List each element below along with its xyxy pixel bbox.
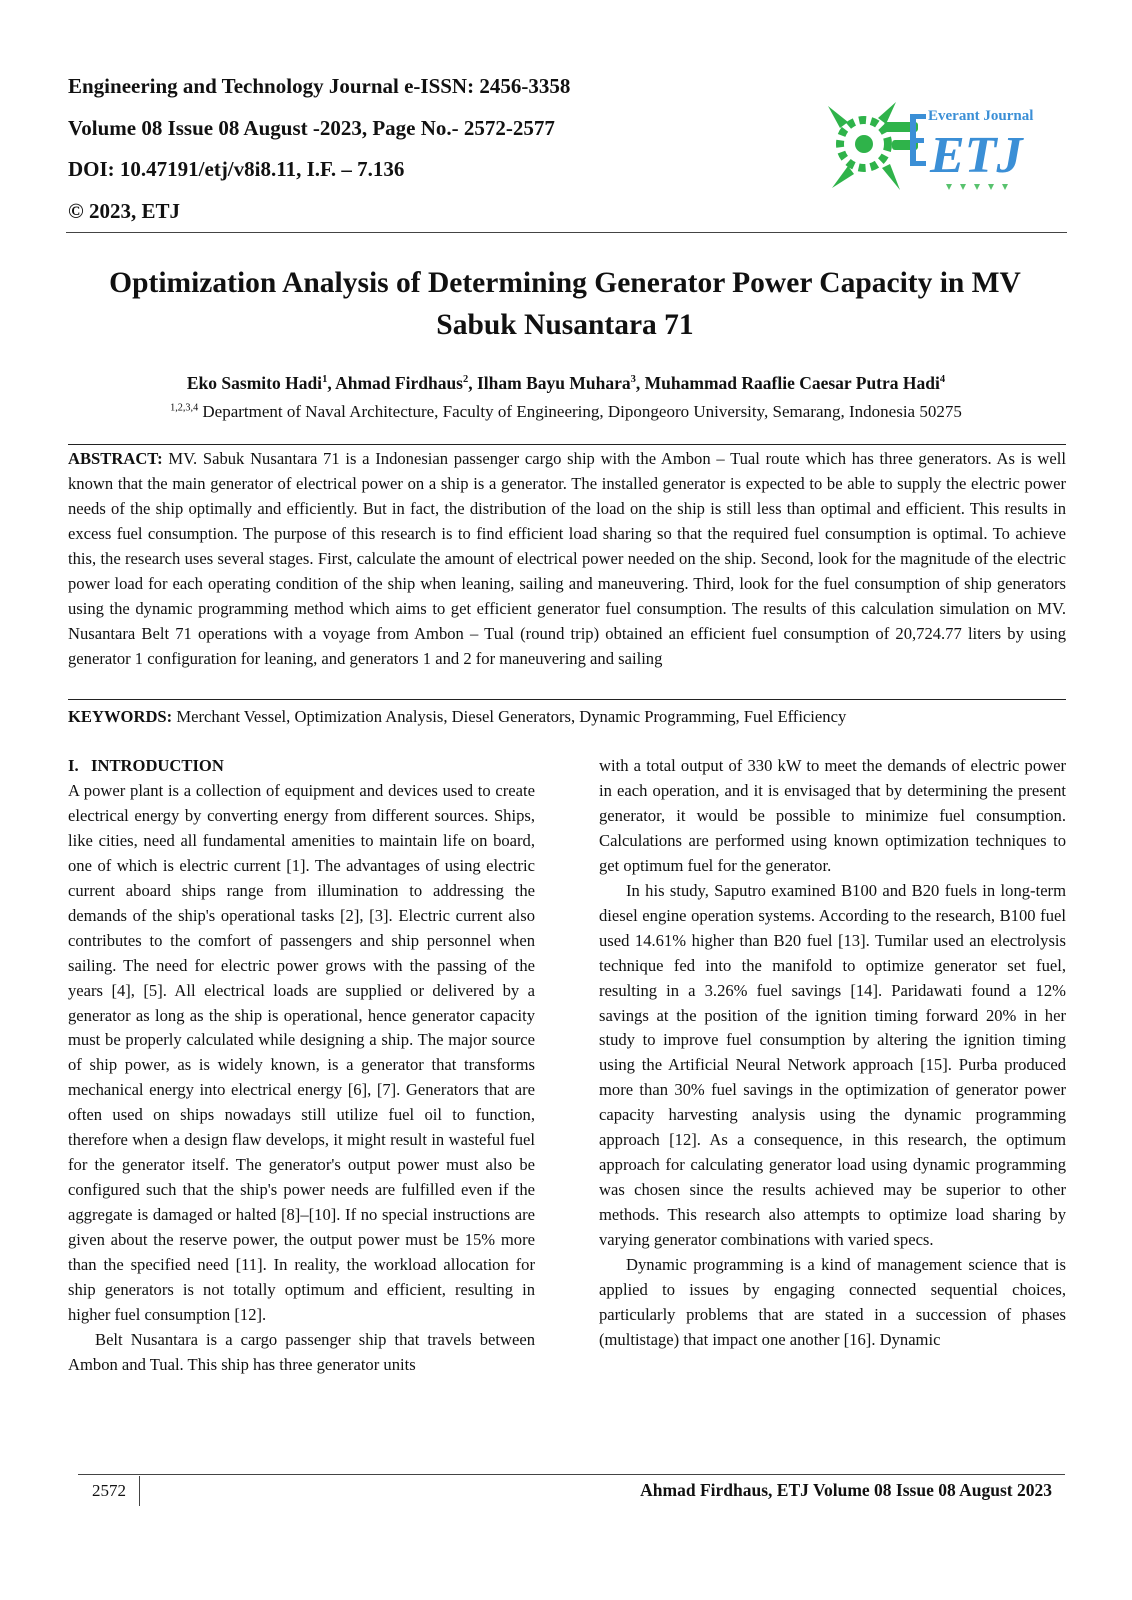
author-list: [60, 373, 1072, 394]
left-column: [68, 754, 535, 1378]
footer-divider: [139, 1476, 140, 1506]
paragraph: In his study, Saputro examined B100 and B20 fuels in long-term diesel engine operation systems. According to the research, B100 fuel used 14.61% higher than B20 fuel [13]. Tumilar used an electrolysis technique fed into the manifold to optimize generator set fuel, resulting in a 3.26% fuel savings [14]. Paridawati found a 12% savings at the position of the ignition timing forward 20% in her study to improve fuel consumption by altering the ignition timing using the Artificial Neural Network approach [15]. Purba produced more than 30% fuel savings in the optimization of generator power capacity harvesting analysis using the dynamic programming approach [12]. As a consequence, in this research, the optimum approach for calculating generator load using dynamic programming was chosen since the results achieved may be superior to other methods. This research also attempts to optimize load sharing by varying generator combinations with varied specs.: [599, 880, 1066, 1250]
author: Ilham Bayu Muhara$^3$,: [477, 373, 645, 393]
right-column: [599, 754, 1066, 1353]
paragraph: with a total output of 330 kW to meet the demands of electric power in each operation, and it is envisaged that by determining the present generator, it would be possible to minimize fuel consumption. Calculations are performed using known optimization techniques to get optimum fuel for the generator.: [599, 756, 1066, 875]
abstract-label: ABSTRACT:: [68, 449, 163, 468]
journal-volume: Volume 08 Issue 08 August -2023, Page No.- 2572-2577: [68, 115, 555, 140]
svg-text:ETJ: ETJ: [930, 127, 1023, 184]
keywords-text: Merchant Vessel, Optimization Analysis, Diesel Generators, Dynamic Programming, Fuel Efficiency: [176, 707, 847, 726]
journal-issn: Engineering and Technology Journal e-ISSN: 2456-3358: [68, 74, 571, 98]
footer-citation: Ahmad Firdhaus, ETJ Volume 08 Issue 08 August 2023: [640, 1480, 1052, 1500]
paragraph: Belt Nusantara is a cargo passenger ship that travels between Ambon and Tual. This ship has three generator units: [68, 1329, 535, 1374]
paragraph: A power plant is a collection of equipment and devices used to create electrical energy by converting energy from different sources. Ships, like cities, need all fundamental amenities to maintain life on board, one of which is electric current [1]. The advantages of using electric current aboard ships range from illumination to addressing the demands of the ship's operational tasks [2], [3]. Electric current also contributes to the comfort of passengers and ship personnel when sailing. The need for electric power grows with the passing of the years [4], [5]. All electrical loads are supplied or delivered by a generator as long as the ship is operational, hence generator capacity must be properly calculated while designing a ship. The major source of ship power, as is widely known, is a generator that transforms mechanical energy into electrical energy [6], [7]. Generators that are often used on ships nowadays still utilize fuel oil to function, therefore when a design flaw develops, it might result in wasteful fuel for the generator itself. The generator's output power must also be configured such that the ship's power needs are fulfilled even if the aggregate is damaged or halted [8]–[10]. If no special instructions are given about the reserve power, the output power must be 15% more than the specified need [11]. In reality, the workload allocation for ship generators is not totally optimum and efficient, resulting in higher fuel consumption [12].: [68, 780, 535, 1324]
author: Ahmad Firdhaus$^2$,: [335, 373, 477, 393]
page-number: 2572: [92, 1481, 126, 1500]
svg-text:Everant Journal: Everant Journal: [928, 108, 1034, 124]
keywords: [68, 705, 1066, 729]
abstract-text: MV. Sabuk Nusantara 71 is a Indonesian passenger cargo ship with the Ambon – Tual route which has three generators. As is well known that the main generator of electrical power on a ship is a generator. The installed generator is expected to be able to supply the electric power needs of the ship optimally and efficiently. But in fact, the distribution of the load on the ship is still less than optimal and efficient. This results in excess fuel consumption. The purpose of this research is to find efficient load sharing so that the required fuel consumption is optimal. To achieve this, the research uses several stages. First, calculate the amount of electrical power needed on the ship. Second, look for the magnitude of the electric power load for each operating condition of the ship when leaning, sailing and maneuvering. Third, look for the fuel consumption of ship generators using the dynamic programming method which aims to get efficient generator fuel consumption. The results of this calculation simulation on MV. Nusantara Belt 71 operations with a voyage from Ambon – Tual (round trip) obtained an efficient fuel consumption of 20,724.77 liters by using generator 1 configuration for leaning, and generators 1 and 2 for maneuvering and sailing: [68, 449, 1067, 668]
keywords-label: KEYWORDS:: [68, 707, 173, 726]
author: Eko Sasmito Hadi$^1$,: [186, 373, 336, 393]
author: Muhammad Raaflie Caesar Putra Hadi$^4$: [644, 373, 946, 393]
paragraph: Dynamic programming is a kind of management science that is applied to issues by engaging connected sequential choices, particularly problems that are stated in a succession of phases (multistage) that impact one another [16]. Dynamic: [599, 1255, 1066, 1349]
footer-rule: [78, 1474, 1065, 1475]
journal-copyright: © 2023, ETJ: [68, 198, 180, 223]
section-heading: I. INTRODUCTION: [68, 756, 224, 775]
abstract-rule-bottom: [68, 699, 1066, 700]
journal-header: [68, 66, 768, 232]
abstract-rule-top: [68, 444, 1066, 445]
header-rule: [66, 232, 1067, 233]
abstract: [68, 447, 1066, 672]
affiliation: $^{1,2,3,4}$ Department of Naval Architecture, Faculty of Engineering, Dipongeoro University, Semarang, Indonesia 50275: [170, 402, 962, 421]
journal-doi: DOI: 10.47191/etj/v8i8.11, I.F. – 7.136: [68, 157, 405, 181]
paper-title: Optimization Analysis of Determining Generator Power Capacity in MV Sabuk Nusantara 71: [109, 267, 1021, 341]
etj-logo: [826, 92, 1048, 198]
